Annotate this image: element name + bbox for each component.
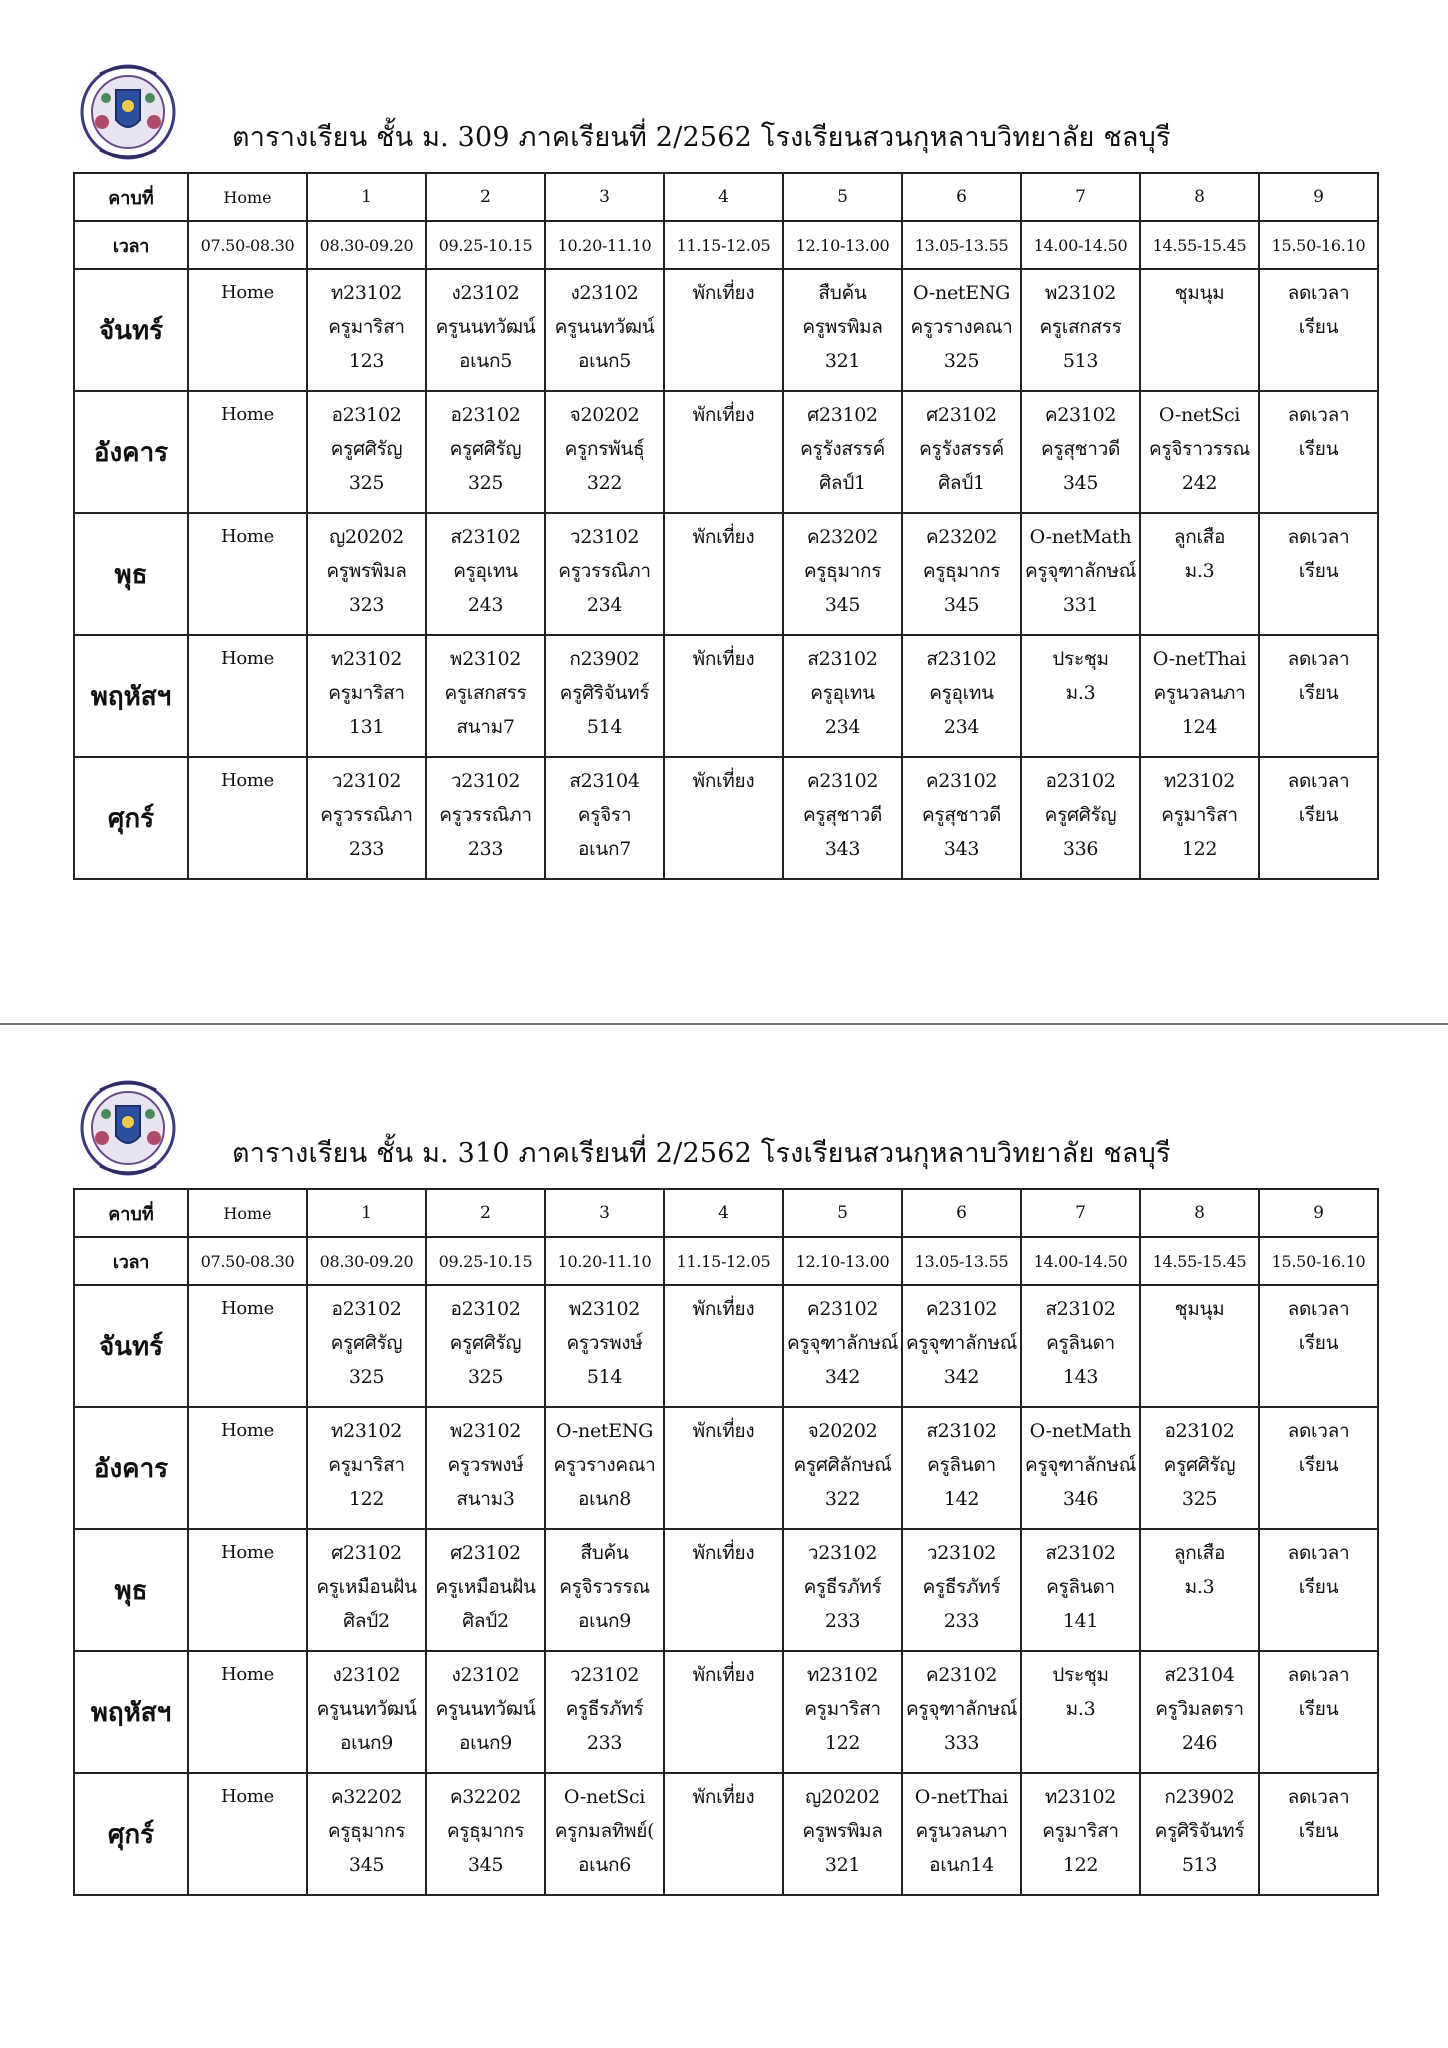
day-label: ศุกร์ [74,757,188,879]
class-cell: ง23102 ครูนนทวัฒน์ อเนก9 [307,1651,426,1773]
period-header: 9 [1259,173,1378,221]
class-cell: ส23102 ครูอุเทน 234 [902,635,1021,757]
class-cell: ส23102 ครูลินดา 142 [902,1407,1021,1529]
day-row-friday [74,1773,1378,1895]
class-cell: ท23102 ครูมาริสา 122 [1140,757,1259,879]
class-cell: ค32202 ครูธุมากร 345 [307,1773,426,1895]
class-cell: ท23102 ครูมาริสา 123 [307,269,426,391]
class-cell: ลดเวลา เรียน [1259,1407,1378,1529]
period-row [74,1189,1378,1237]
class-cell: ค23202 ครูธุมากร 345 [902,513,1021,635]
time-label: เวลา [74,1237,188,1285]
class-cell: ลดเวลา เรียน [1259,1285,1378,1407]
class-cell: จ20202 ครูศศิลักษณ์ 322 [783,1407,902,1529]
time-cell: 15.50-16.10 [1259,1237,1378,1285]
class-cell: ว23102 ครูวรรณิภา 234 [545,513,664,635]
time-cell: 13.05-13.55 [902,221,1021,269]
time-cell: 11.15-12.05 [664,221,783,269]
class-cell: อ23102 ครูศศิรัญ 336 [1021,757,1140,879]
period-header: 7 [1021,173,1140,221]
class-cell: ศ23102 ครูรังสรรค์ ศิลป์1 [902,391,1021,513]
time-cell: 14.55-15.45 [1140,1237,1259,1285]
time-cell: 14.00-14.50 [1021,221,1140,269]
time-cell: 07.50-08.30 [188,221,307,269]
class-cell: ลดเวลา เรียน [1259,635,1378,757]
class-cell: Home [188,757,307,879]
class-cell: ลูกเสือ ม.3 [1140,1529,1259,1651]
class-cell: Home [188,1285,307,1407]
class-cell: ชุมนุม [1140,1285,1259,1407]
class-cell: Home [188,1651,307,1773]
class-cell: Home [188,635,307,757]
time-cell: 09.25-10.15 [426,1237,545,1285]
period-header: 6 [902,173,1021,221]
class-cell: อ23102 ครูศศิรัญ 325 [1140,1407,1259,1529]
period-header: Home [188,1189,307,1237]
class-cell: ลดเวลา เรียน [1259,1651,1378,1773]
class-cell: ง23102 ครูนนทวัฒน์ อเนก9 [426,1651,545,1773]
period-header: 3 [545,173,664,221]
class-cell: อ23102 ครูศศิรัญ 325 [426,391,545,513]
class-cell: ว23102 ครูธีรภัทร์ 233 [783,1529,902,1651]
class-cell: ท23102 ครูมาริสา 122 [1021,1773,1140,1895]
class-cell: ง23102 ครูนนทวัฒน์ อเนก5 [545,269,664,391]
class-cell: ท23102 ครูมาริสา 131 [307,635,426,757]
class-cell: พักเที่ยง [664,1651,783,1773]
class-cell: ว23102 ครูธีรภัทร์ 233 [902,1529,1021,1651]
class-cell: ค23102 ครูจุฑาลักษณ์ 342 [902,1285,1021,1407]
class-cell: ค23102 ครูจุฑาลักษณ์ 342 [783,1285,902,1407]
day-label: อังคาร [74,391,188,513]
class-cell: ญ20202 ครูพรพิมล 321 [783,1773,902,1895]
day-label: ศุกร์ [74,1773,188,1895]
class-cell: O-netMath ครูจุฑาลักษณ์ 346 [1021,1407,1140,1529]
day-label: พฤหัสฯ [74,1651,188,1773]
period-header: 3 [545,1189,664,1237]
day-label: อังคาร [74,1407,188,1529]
day-row-thursday [74,635,1378,757]
class-cell: พ23102 ครูวรพงษ์ 514 [545,1285,664,1407]
class-cell: ค23102 ครูสุชาวดี 343 [902,757,1021,879]
class-cell: อ23102 ครูศศิรัญ 325 [307,391,426,513]
class-cell: ก23902 ครูศิริจันทร์ 514 [545,635,664,757]
class-cell: ส23102 ครูอุเทน 243 [426,513,545,635]
day-row-monday [74,269,1378,391]
class-cell: Home [188,1407,307,1529]
time-cell: 15.50-16.10 [1259,221,1378,269]
period-header: 8 [1140,1189,1259,1237]
class-cell: สืบค้น ครูจิรวรรณ อเนก9 [545,1529,664,1651]
class-cell: ลดเวลา เรียน [1259,1773,1378,1895]
class-cell: O-netSci ครูกมลทิพย์( อเนก6 [545,1773,664,1895]
class-cell: O-netENG ครูวรางคณา 325 [902,269,1021,391]
class-cell: พ23102 ครูเสกสรร 513 [1021,269,1140,391]
class-cell: ว23102 ครูธีรภัทร์ 233 [545,1651,664,1773]
class-cell: ศ23102 ครูรังสรรค์ ศิลป์1 [783,391,902,513]
class-cell: พักเที่ยง [664,635,783,757]
period-header: 1 [307,1189,426,1237]
time-cell: 13.05-13.55 [902,1237,1021,1285]
period-header: 4 [664,173,783,221]
class-cell: Home [188,1773,307,1895]
class-cell: ก23902 ครูศิริจันทร์ 513 [1140,1773,1259,1895]
class-cell: ลดเวลา เรียน [1259,391,1378,513]
school-logo-icon [78,1078,178,1178]
period-row [74,173,1378,221]
class-cell: Home [188,1529,307,1651]
class-cell: ท23102 ครูมาริสา 122 [307,1407,426,1529]
day-label: จันทร์ [74,269,188,391]
day-label: พุธ [74,1529,188,1651]
class-cell: ค32202 ครูธุมากร 345 [426,1773,545,1895]
period-header: 8 [1140,173,1259,221]
class-cell: พักเที่ยง [664,513,783,635]
time-cell: 07.50-08.30 [188,1237,307,1285]
time-cell: 08.30-09.20 [307,1237,426,1285]
class-cell: ว23102 ครูวรรณิภา 233 [426,757,545,879]
class-cell: Home [188,269,307,391]
class-cell: ลดเวลา เรียน [1259,269,1378,391]
period-label: คาบที่ [74,1189,188,1237]
class-cell: ค23102 ครูสุชาวดี 343 [783,757,902,879]
day-row-monday [74,1285,1378,1407]
time-cell: 09.25-10.15 [426,221,545,269]
class-cell: ว23102 ครูวรรณิภา 233 [307,757,426,879]
period-header: 4 [664,1189,783,1237]
class-cell: ลดเวลา เรียน [1259,757,1378,879]
time-label: เวลา [74,221,188,269]
class-cell: อ23102 ครูศศิรัญ 325 [307,1285,426,1407]
class-cell: ค23202 ครูธุมากร 345 [783,513,902,635]
period-header: 6 [902,1189,1021,1237]
class-cell: ศ23102 ครูเหมือนฝัน ศิลป์2 [307,1529,426,1651]
day-label: จันทร์ [74,1285,188,1407]
period-header: 7 [1021,1189,1140,1237]
day-row-wednesday [74,1529,1378,1651]
class-cell: ประชุม ม.3 [1021,635,1140,757]
class-cell: ท23102 ครูมาริสา 122 [783,1651,902,1773]
class-cell: ลูกเสือ ม.3 [1140,513,1259,635]
day-row-friday [74,757,1378,879]
class-cell: ลดเวลา เรียน [1259,513,1378,635]
time-row [74,1237,1378,1285]
class-cell: O-netENG ครูวรางคณา อเนก8 [545,1407,664,1529]
period-label: คาบที่ [74,173,188,221]
period-header: 9 [1259,1189,1378,1237]
time-cell: 11.15-12.05 [664,1237,783,1285]
class-cell: ส23102 ครูลินดา 143 [1021,1285,1140,1407]
class-cell: พักเที่ยง [664,391,783,513]
schedule-title: ตารางเรียน ชั้น ม. 310 ภาคเรียนที่ 2/2562 โรงเรียนสวนกุหลาบวิทยาลัย ชลบุรี [232,1138,1171,1169]
time-cell: 10.20-11.10 [545,1237,664,1285]
time-row [74,221,1378,269]
period-header: Home [188,173,307,221]
time-cell: 08.30-09.20 [307,221,426,269]
class-cell: พักเที่ยง [664,1407,783,1529]
class-cell: ค23102 ครูสุชาวดี 345 [1021,391,1140,513]
class-cell: ศ23102 ครูเหมือนฝัน ศิลป์2 [426,1529,545,1651]
class-cell: ส23104 ครูจิรา อเนก7 [545,757,664,879]
class-cell: พักเที่ยง [664,757,783,879]
class-cell: สืบค้น ครูพรพิมล 321 [783,269,902,391]
school-logo-icon [78,62,178,162]
day-row-tuesday [74,391,1378,513]
class-cell: พักเที่ยง [664,1285,783,1407]
class-cell: พักเที่ยง [664,1529,783,1651]
timetable [73,172,1379,880]
period-header: 5 [783,1189,902,1237]
day-row-tuesday [74,1407,1378,1529]
timetable [73,1188,1379,1896]
time-cell: 14.55-15.45 [1140,221,1259,269]
page-divider [0,1023,1448,1025]
period-header: 2 [426,173,545,221]
class-cell: ลดเวลา เรียน [1259,1529,1378,1651]
class-cell: พ23102 ครูวรพงษ์ สนาม3 [426,1407,545,1529]
time-cell: 10.20-11.10 [545,221,664,269]
class-cell: Home [188,513,307,635]
class-cell: ง23102 ครูนนทวัฒน์ อเนก5 [426,269,545,391]
class-cell: O-netThai ครูนวลนภา อเนก14 [902,1773,1021,1895]
class-cell: ค23102 ครูจุฑาลักษณ์ 333 [902,1651,1021,1773]
period-header: 2 [426,1189,545,1237]
class-cell: Home [188,391,307,513]
day-row-wednesday [74,513,1378,635]
day-label: พุธ [74,513,188,635]
class-cell: ประชุม ม.3 [1021,1651,1140,1773]
class-cell: อ23102 ครูศศิรัญ 325 [426,1285,545,1407]
class-cell: O-netThai ครูนวลนภา 124 [1140,635,1259,757]
class-cell: จ20202 ครูกรพันธุ์ 322 [545,391,664,513]
time-cell: 12.10-13.00 [783,1237,902,1285]
class-cell: พักเที่ยง [664,1773,783,1895]
class-cell: O-netMath ครูจุฑาลักษณ์ 331 [1021,513,1140,635]
class-cell: ส23104 ครูวิมลตรา 246 [1140,1651,1259,1773]
class-cell: ส23102 ครูอุเทน 234 [783,635,902,757]
class-cell: ส23102 ครูลินดา 141 [1021,1529,1140,1651]
class-cell: ชุมนุม [1140,269,1259,391]
time-cell: 14.00-14.50 [1021,1237,1140,1285]
period-header: 1 [307,173,426,221]
period-header: 5 [783,173,902,221]
time-cell: 12.10-13.00 [783,221,902,269]
class-cell: พักเที่ยง [664,269,783,391]
class-cell: O-netSci ครูจิราวรรณ 242 [1140,391,1259,513]
day-row-thursday [74,1651,1378,1773]
class-cell: พ23102 ครูเสกสรร สนาม7 [426,635,545,757]
schedule-title: ตารางเรียน ชั้น ม. 309 ภาคเรียนที่ 2/2562 โรงเรียนสวนกุหลาบวิทยาลัย ชลบุรี [232,122,1171,153]
class-cell: ญ20202 ครูพรพิมล 323 [307,513,426,635]
day-label: พฤหัสฯ [74,635,188,757]
